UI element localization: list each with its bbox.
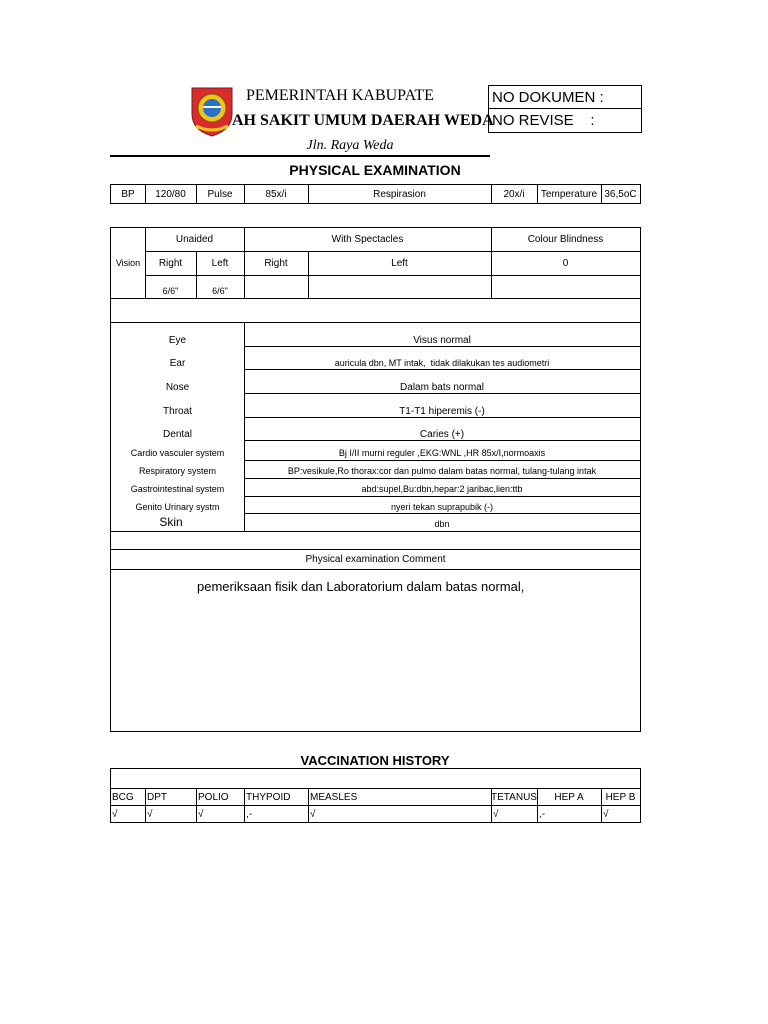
vaccine-header-thypoid: THYPOID (246, 791, 291, 803)
document-info-box (488, 85, 642, 133)
vaccine-header-tetanus: TETANUS (491, 791, 537, 803)
vitals-table (110, 184, 641, 204)
eye-value: Visus normal (413, 334, 471, 346)
comment-text: pemeriksaan fisik dan Laboratorium dalam batas normal, (197, 578, 525, 594)
bp-label: BP (121, 188, 135, 200)
address: Jln. Raya Weda (306, 138, 394, 153)
vaccine-header-dpt: DPT (147, 791, 167, 803)
vaccine-value-hep-b: √ (603, 808, 609, 820)
no-revise-label: NO REVISE : (492, 112, 595, 129)
genito-urinary-value: nyeri tekan suprapubik (-) (390, 501, 494, 512)
header-line1: PEMERINTAH KABUPATE (246, 87, 434, 104)
vaccination-title: VACCINATION HISTORY (300, 752, 450, 768)
respiration-label: Respirasion (373, 188, 426, 200)
vaccine-value-hep-a: ,- (539, 808, 546, 820)
temperature-label: Temperature (540, 188, 598, 200)
nose-value: Dalam bats normal (400, 381, 484, 393)
ear-label: Ear (169, 357, 186, 369)
vaccine-value-bcg: √ (112, 808, 118, 820)
cardio-value: Bj I/II murni reguler ,EKG:WNL ,HR 85x/I,normoaxis (338, 447, 546, 458)
unaided-left-value: 6/6" (212, 286, 228, 296)
vaccine-header-hep-b: HEP B (605, 791, 636, 803)
vaccine-header-measles: MEASLES (310, 791, 358, 803)
colour-blindness-value: 0 (562, 257, 569, 269)
genito-urinary-label: Genito Urinary systm (135, 501, 220, 512)
header-divider (110, 155, 490, 157)
respiratory-value: BP:vesikule,Ro thorax:cor dan pulmo dalam batas normal, tulang-tulang intak (287, 465, 597, 476)
logo (188, 84, 236, 138)
comment-title: Physical examination Comment (305, 554, 446, 565)
vaccine-value-polio: √ (198, 808, 204, 820)
unaided-right-label: Right (158, 257, 183, 269)
temperature-value: 36,5oC (604, 188, 637, 200)
spectacles-left-label: Left (391, 257, 408, 269)
page-title: PHYSICAL EXAMINATION (289, 162, 461, 178)
spectacles-right-label: Right (264, 257, 288, 269)
skin-label: Skin (159, 515, 183, 529)
with-spectacles-header: With Spectacles (331, 234, 404, 245)
colour-blindness-header: Colour Blindness (527, 234, 604, 245)
vision-label: Vision (115, 258, 141, 268)
vaccine-header-polio: POLIO (198, 791, 229, 803)
header-line2: AH SAKIT UMUM DAERAH WEDA (232, 112, 494, 129)
gastrointestinal-label: Gastrointestinal system (130, 483, 225, 494)
eye-label: Eye (168, 334, 187, 346)
vaccination-table (110, 768, 641, 823)
vaccine-value-measles: √ (310, 808, 316, 820)
respiration-value: 20x/i (503, 188, 525, 200)
vaccine-value-dpt: √ (147, 808, 153, 820)
throat-label: Throat (163, 405, 192, 417)
pulse-label: Pulse (207, 188, 233, 200)
vaccine-value-tetanus: √ (493, 808, 499, 820)
vaccine-header-bcg: BCG (112, 791, 134, 803)
dental-value: Caries (+) (419, 428, 465, 440)
pulse-value: 85x/i (265, 188, 287, 200)
no-dokumen-label: NO DOKUMEN : (492, 89, 604, 106)
dental-label: Dental (163, 428, 192, 440)
skin-value: dbn (434, 518, 450, 529)
cardio-label: Cardio vasculer system (130, 447, 225, 458)
vaccine-header-hep-a: HEP A (554, 791, 584, 803)
bp-value: 120/80 (155, 188, 186, 200)
respiratory-label: Respiratory system (138, 465, 217, 476)
unaided-left-label: Left (211, 257, 229, 269)
vaccine-value-thypoid: ,- (246, 808, 253, 820)
nose-label: Nose (165, 381, 190, 393)
ear-value: auricula dbn, MT intak, tidak dilakukan tes audiometri (334, 358, 550, 368)
unaided-header: Unaided (175, 234, 214, 245)
gastrointestinal-value: abd:supel,Bu:dbn,hepar:2 jaribac,lien:ttb (361, 483, 523, 494)
logo-emblem-icon (188, 84, 236, 138)
unaided-right-value: 6/6" (162, 286, 179, 296)
exam-table (110, 227, 641, 732)
throat-value: T1-T1 hiperemis (-) (399, 405, 485, 417)
